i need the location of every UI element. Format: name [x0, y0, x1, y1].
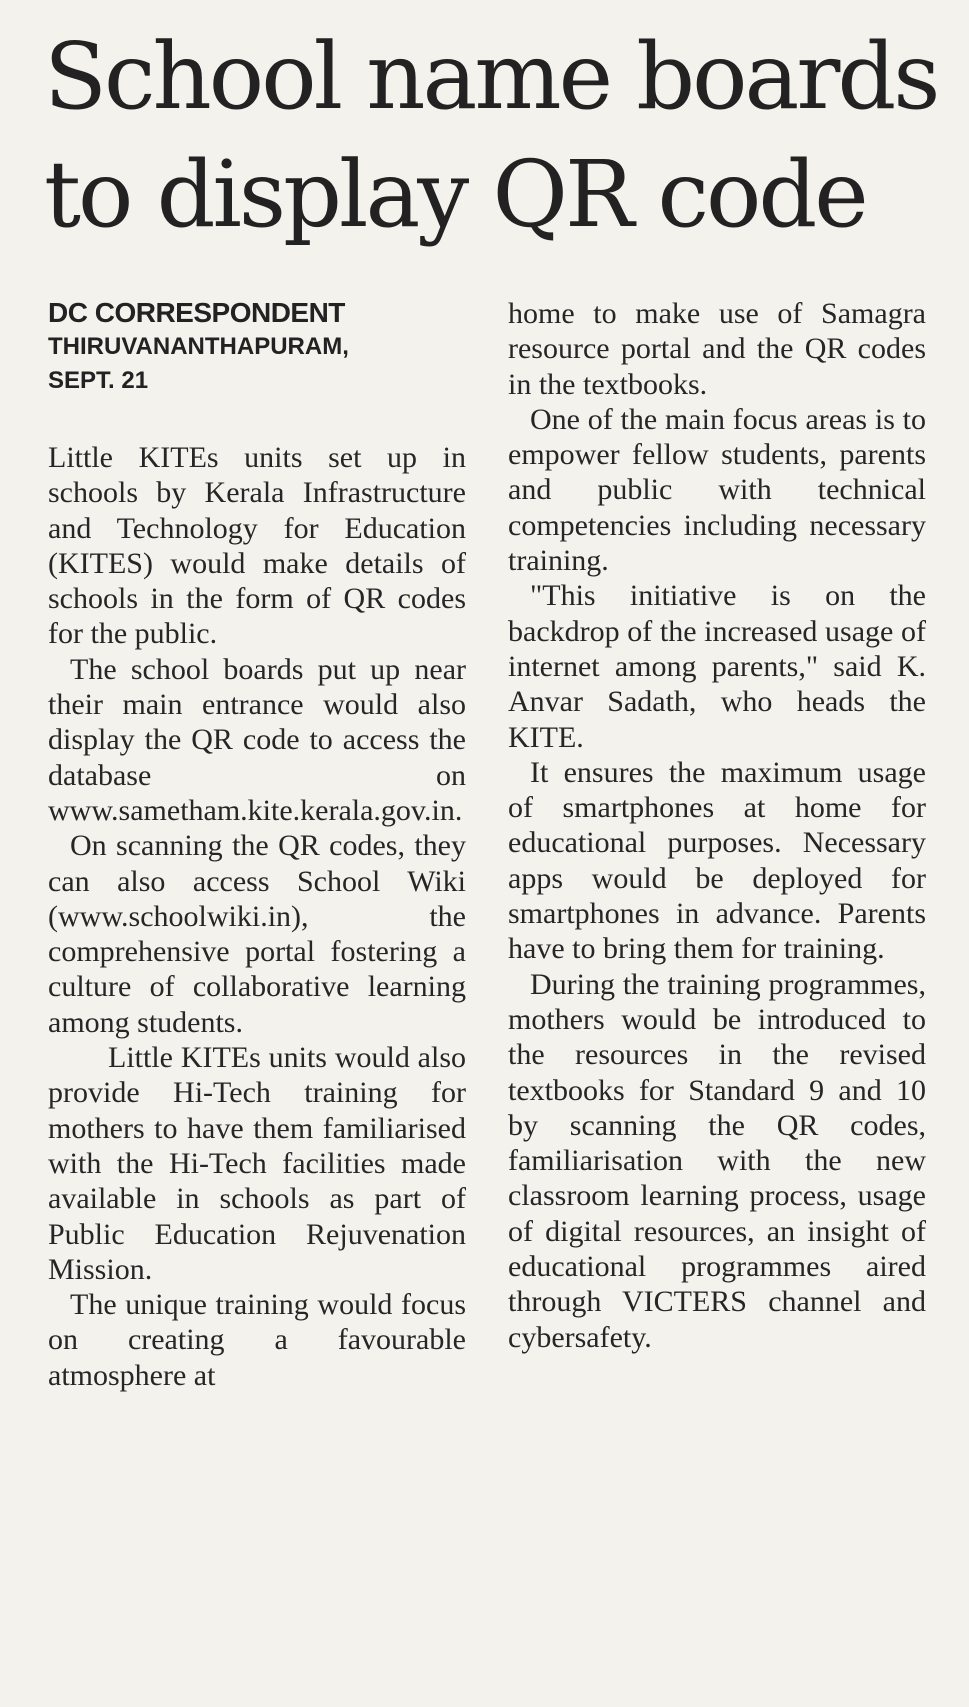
- byline: [48, 296, 468, 398]
- paragraph: During the training programmes, mothers would be introduced to the resources in the revised textbooks for Standard 9 and 10 by scanning the QR codes, familiarisation with the new classroom learning process, usage of digital resources, an insight of educational programmes aired through VICTERS channel and cybersafety.: [508, 967, 926, 1354]
- headline: [44, 18, 944, 254]
- paragraph: On scanning the QR codes, they can also access School Wiki (www.schoolwiki.in), the comprehensive portal fostering a culture of collaborative learning among students.: [48, 829, 466, 1039]
- paragraph: Little KITEs units set up in schools by Kerala Infrastructure and Technology for Education (KITES) would make details of schools in the form of QR codes for the public.: [48, 441, 466, 651]
- paragraph: "This initiative is on the backdrop of the increased usage of internet among parents," said K. Anvar Sadath, who heads the KITE.: [508, 579, 926, 754]
- dateline-date: SEPT. 21: [48, 367, 149, 394]
- paragraph: home to make use of Samagra resource portal and the QR codes in the textbooks.: [508, 297, 926, 401]
- paragraph: The unique training would focus on creating a favourable atmosphere at: [48, 1288, 466, 1392]
- headline-line-1: School name boards: [44, 23, 938, 130]
- article-column-left: [48, 440, 466, 1393]
- paragraph: The school boards put up near their main entrance would also display the QR code to access the database on www.sametham.kite.kerala.gov.in.: [48, 652, 466, 827]
- article-column-right: [508, 296, 926, 1355]
- paragraph: One of the main focus areas is to empower fellow students, parents and public with technical competencies including necessary training.: [508, 402, 926, 578]
- headline-line-2: to display QR code: [44, 141, 866, 248]
- author: DC CORRESPONDENT: [48, 297, 345, 328]
- paragraph: Little KITEs units would also provide Hi-Tech training for mothers to have them familiarised with the Hi-Tech facilities made available in schools as part of Public Education Rejuvenation Mission.: [48, 1041, 466, 1286]
- paragraph: It ensures the maximum usage of smartphones at home for educational purposes. Necessary apps would be deployed for smartphones in advance. Parents have to bring them for training.: [508, 755, 926, 966]
- dateline-place: THIRUVANANTHAPURAM,: [48, 333, 349, 360]
